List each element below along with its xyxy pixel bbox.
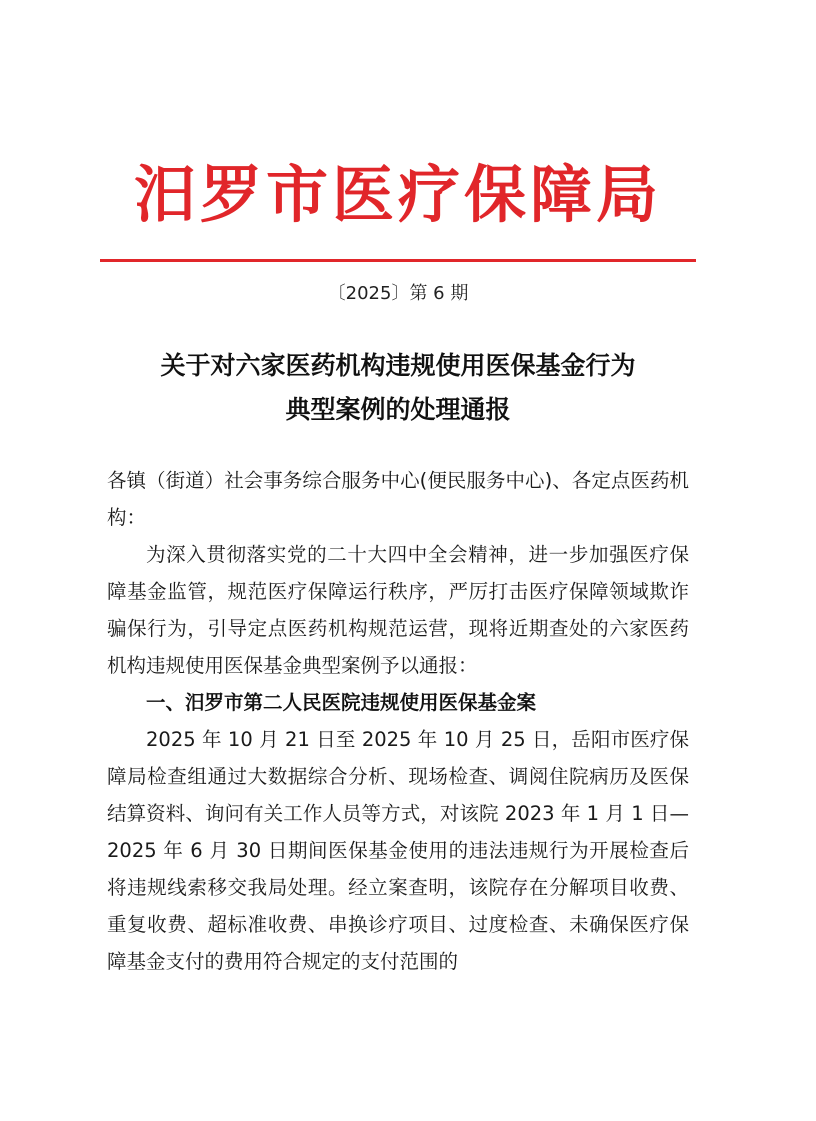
- salutation: 各镇（街道）社会事务综合服务中心(便民服务中心)、各定点医药机构：: [107, 469, 689, 529]
- intro-paragraph: 为深入贯彻落实党的二十大四中全会精神，进一步加强医疗保障基金监管，规范医疗保障运行秩序，严厉打击医疗保障领域欺诈骗保行为，引导定点医药机构规范运营，现将近期查处的六家医药机构违规使用医保基金典型案例予以通报：: [107, 543, 689, 677]
- section-1-heading: 一、汨罗市第二人民医院违规使用医保基金案: [146, 691, 537, 714]
- document-body: [107, 462, 689, 980]
- red-divider-line: [100, 259, 696, 262]
- masthead-title: 汨罗市医疗保障局: [133, 158, 662, 231]
- section-1-paragraph: 2025 年 10 月 21 日至 2025 年 10 月 25 日，岳阳市医疗保障局检查组通过大数据综合分析、现场检查、调阅住院病历及医保结算资料、询问有关工作人员等方式，对该院 2023 年 1 月 1 日—2025 年 6 月 30 日期间医保基金使用的违法违规行为开展检查后将违规线索移交我局处理。经立案查明，该院存在分解项目收费、重复收费、超标准收费、串换诊疗项目、过度检查、未确保医疗保障基金支付的费用符合规定的支付范围的: [107, 728, 689, 973]
- document-title-line-1: 关于对六家医药机构违规使用医保基金行为: [160, 351, 636, 380]
- document-number: 〔2025〕第 6 期: [327, 283, 469, 304]
- document-title-line-2: 典型案例的处理通报: [285, 395, 511, 424]
- document-title: [100, 344, 696, 432]
